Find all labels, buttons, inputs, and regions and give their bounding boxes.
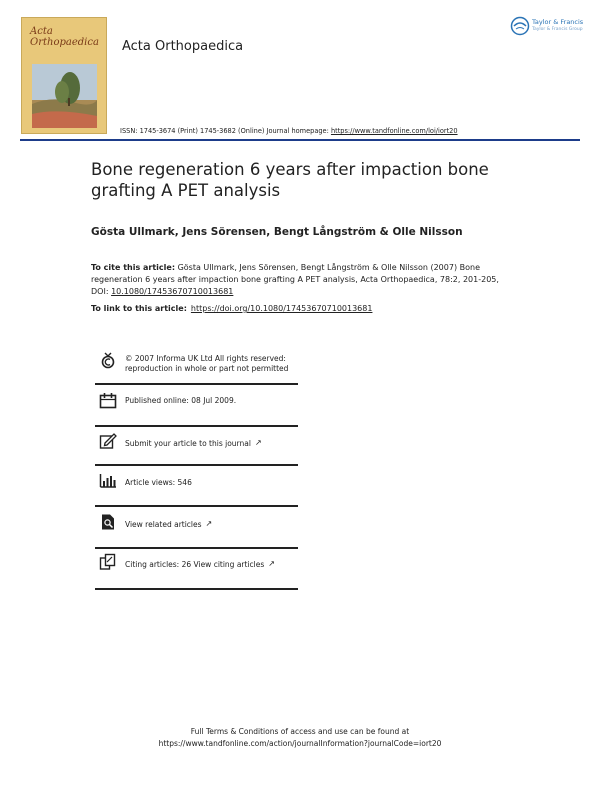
doi-link[interactable]: 10.1080/17453670710013681 <box>111 287 234 296</box>
external-link-icon: ↗ <box>205 519 213 528</box>
cover-landscape-image <box>32 64 97 128</box>
journal-cover <box>21 17 107 134</box>
taylor-francis-logo-icon <box>510 16 530 36</box>
publisher-name: Taylor & Francis <box>532 18 584 26</box>
citation-label: To cite this article: <box>91 263 176 272</box>
journal-homepage-link[interactable]: https://www.tandfonline.com/loi/iort20 <box>330 127 458 135</box>
footer <box>0 726 600 750</box>
view-related-articles-link[interactable]: View related articles <box>125 520 202 529</box>
divider <box>95 505 298 507</box>
article-doi-url-link[interactable]: https://doi.org/10.1080/17453670710013681 <box>190 304 373 313</box>
article-views-text: Article views: 546 <box>125 478 192 487</box>
view-citing-articles-link[interactable]: Citing articles: 26 View citing articles <box>125 560 265 569</box>
divider <box>95 383 298 385</box>
divider <box>95 425 298 427</box>
publisher-group: Taylor & Francis Group <box>532 27 583 32</box>
divider <box>95 547 298 549</box>
bar-chart-icon <box>99 472 117 490</box>
divider <box>95 464 298 466</box>
header-divider <box>20 139 580 141</box>
citing-articles-icon <box>99 553 117 571</box>
journal-name[interactable]: Acta Orthopaedica <box>122 39 244 54</box>
published-online-text: Published online: 08 Jul 2009. <box>125 396 237 405</box>
issn-line: ISSN: 1745-3674 (Print) 1745-3682 (Online) Journal homepage: https://www.tandfonline.com/loi/iort20 <box>120 127 458 135</box>
footer-terms-text: Full Terms & Conditions of access and use can be found at <box>190 727 410 736</box>
divider <box>95 588 298 590</box>
citation-block <box>91 262 511 298</box>
publisher-logo[interactable] <box>510 16 584 38</box>
copyright-line-2: reproduction in whole or part not permitted <box>125 364 289 373</box>
footer-terms-link[interactable]: https://www.tandfonline.com/action/journalInformation?journalCode=iort20 <box>158 739 442 748</box>
citation-text: Gösta Ullmark, Jens Sörensen, Bengt Långström & Olle Nilsson (2007) Bone regeneration 6 years after impaction bone grafting A PET analysis, Acta Orthopaedica, 78:2, 201-205, DOI: <box>91 263 499 296</box>
submit-article-link[interactable]: Submit your article to this journal <box>125 439 251 448</box>
link-label: To link to this article: <box>91 304 187 313</box>
search-document-icon <box>99 513 117 531</box>
copyright-line-1: © 2007 Informa UK Ltd All rights reserved: <box>125 354 286 363</box>
edit-icon <box>99 432 117 450</box>
calendar-icon <box>99 392 117 410</box>
article-title: Bone regeneration 6 years after impaction bone grafting A PET analysis <box>91 160 489 200</box>
cover-title: Acta Orthopaedica <box>30 26 99 48</box>
external-link-icon: ↗ <box>268 559 275 568</box>
link-to-article <box>91 304 372 313</box>
article-authors: Gösta Ullmark, Jens Sörensen, Bengt Långström & Olle Nilsson <box>91 226 463 238</box>
copyright-icon <box>99 351 117 369</box>
external-link-icon: ↗ <box>254 438 262 447</box>
